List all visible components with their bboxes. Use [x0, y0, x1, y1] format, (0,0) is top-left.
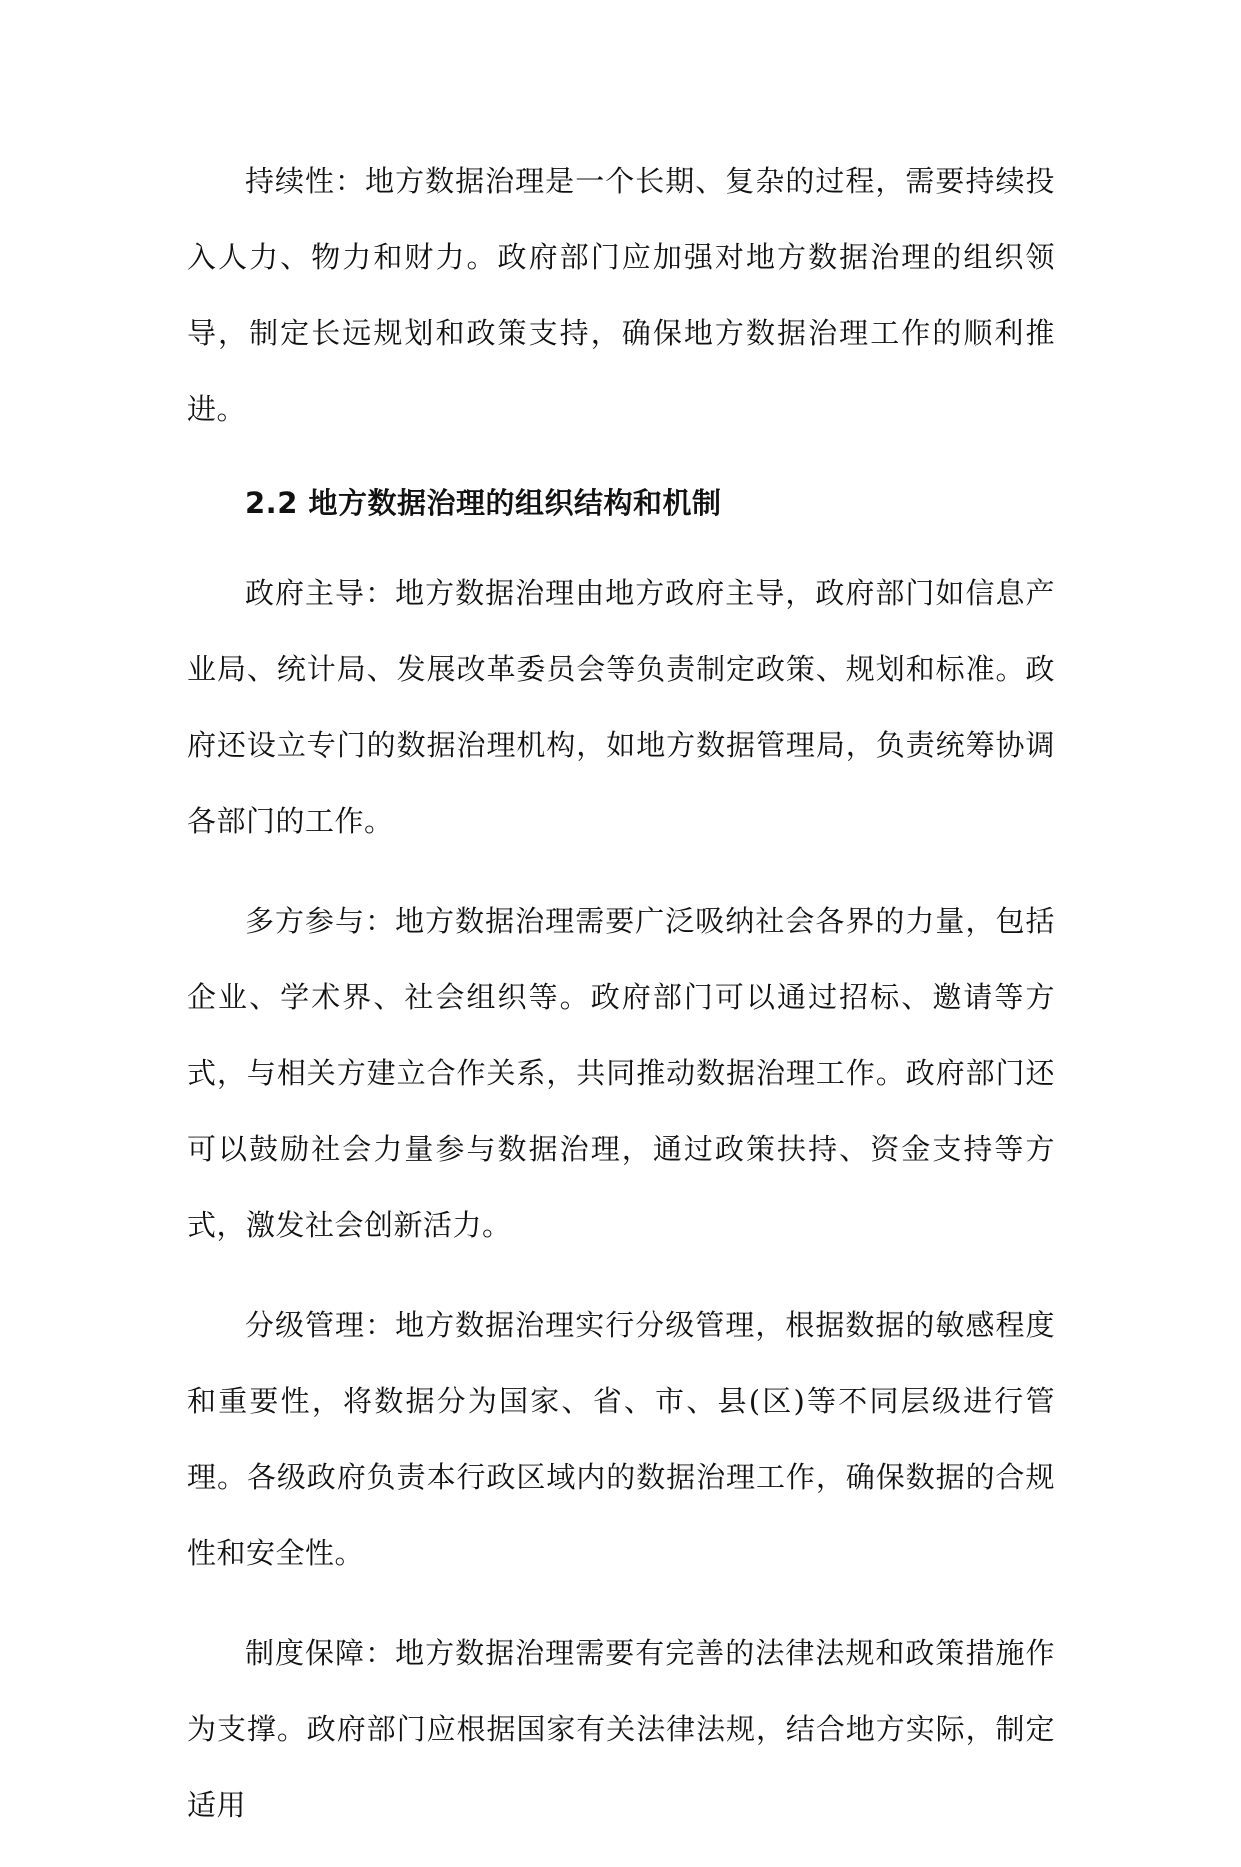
document-body	[187, 143, 1055, 1867]
paragraph-tiered-management: 分级管理：地方数据治理实行分级管理，根据数据的敏感程度和重要性，将数据分为国家、省、市、县(区)等不同层级进行管理。各级政府负责本行政区域内的数据治理工作，确保数据的合规性和安全性。	[187, 1308, 1055, 1570]
paragraph-institutional-guarantee: 制度保障：地方数据治理需要有完善的法律法规和政策措施作为支撑。政府部门应根据国家有关法律法规，结合地方实际，制定适用	[187, 1636, 1055, 1822]
paragraph-multi-party: 多方参与：地方数据治理需要广泛吸纳社会各界的力量，包括企业、学术界、社会组织等。政府部门可以通过招标、邀请等方式，与相关方建立合作关系，共同推动数据治理工作。政府部门还可以鼓励社会力量参与数据治理，通过政策扶持、资金支持等方式，激发社会创新活力。	[187, 904, 1055, 1242]
section-heading: 2.2 地方数据治理的组织结构和机制	[245, 486, 722, 520]
paragraph-sustainability: 持续性：地方数据治理是一个长期、复杂的过程，需要持续投入人力、物力和财力。政府部门应加强对地方数据治理的组织领导，制定长远规划和政策支持，确保地方数据治理工作的顺利推进。	[187, 164, 1055, 426]
paragraph-government-led: 政府主导：地方数据治理由地方政府主导，政府部门如信息产业局、统计局、发展改革委员会等负责制定政策、规划和标准。政府还设立专门的数据治理机构，如地方数据管理局，负责统筹协调各部门的工作。	[187, 576, 1055, 838]
